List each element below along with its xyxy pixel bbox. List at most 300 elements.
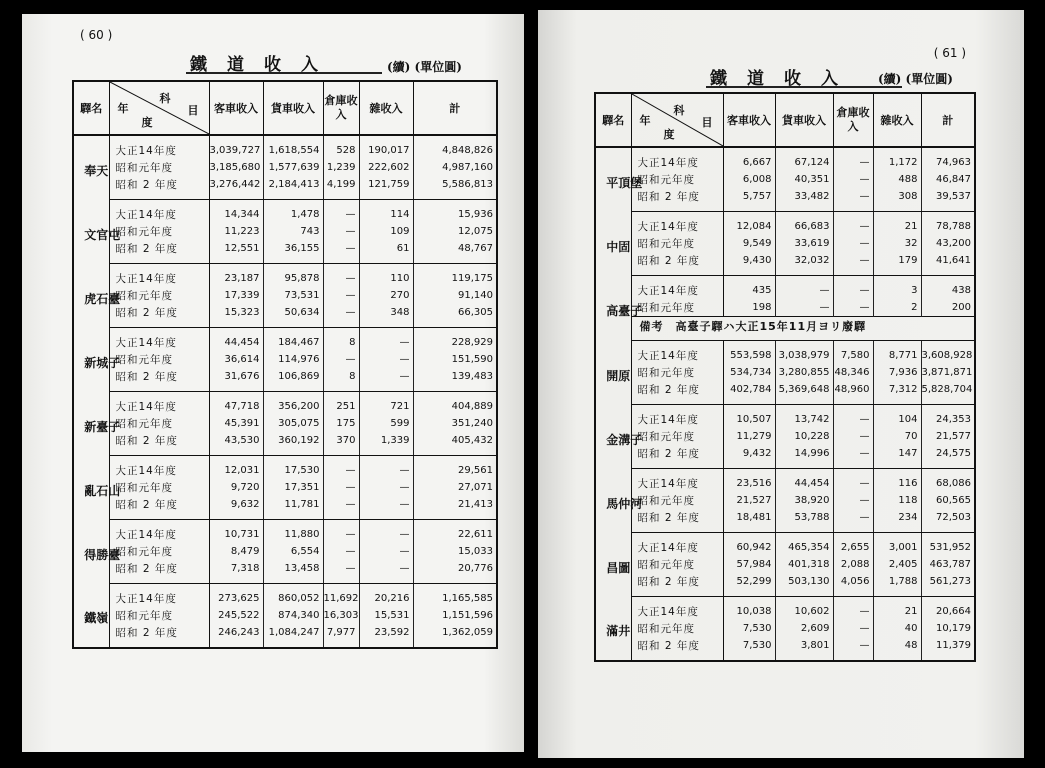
year-cell: 大正14年度: [631, 597, 723, 621]
warehouse-cell: —: [833, 235, 873, 252]
total-cell: 68,086: [936, 478, 971, 489]
table-row: [73, 624, 497, 648]
station-group: [73, 456, 497, 520]
passenger-cell: 47,718: [209, 392, 263, 416]
total-cell: 200: [951, 302, 971, 313]
misc-cell: —: [359, 520, 413, 544]
passenger-cell: 7,318: [209, 560, 263, 584]
table-row: [595, 171, 975, 188]
freight-cell: 743: [263, 223, 323, 240]
corner-nen: 年: [117, 102, 129, 115]
revenue-table: [594, 92, 976, 662]
year-cell: 昭和元年度: [631, 620, 723, 637]
remark-note: 備考 高臺子驛ハ大正15年11月ヨリ廢驛: [631, 317, 975, 341]
table-row: [595, 509, 975, 533]
freight-cell: 5,369,648: [775, 381, 833, 405]
table-row: [73, 415, 497, 432]
misc-cell: 147: [873, 445, 921, 469]
year-cell: 昭和元年度: [109, 159, 209, 176]
table-row: [73, 496, 497, 520]
header-warehouse: 倉庫收入: [833, 93, 873, 147]
misc-cell: —: [359, 328, 413, 352]
warehouse-cell: —: [323, 496, 359, 520]
station-name: [595, 147, 643, 212]
station-name: [595, 597, 631, 662]
warehouse-cell: —: [833, 405, 873, 429]
station-name-text: 平頂堡: [606, 175, 643, 190]
table-row: [73, 135, 497, 159]
total-cell: 24,353: [936, 414, 971, 425]
passenger-cell: 44,454: [209, 328, 263, 352]
title-underline: [706, 86, 902, 88]
freight-cell: 13,742: [775, 405, 833, 429]
warehouse-cell: —: [833, 188, 873, 212]
misc-cell: —: [359, 456, 413, 480]
passenger-cell: 17,339: [209, 287, 263, 304]
year-cell: 大正14年度: [109, 328, 209, 352]
table-row: [595, 620, 975, 637]
misc-cell: 1,172: [873, 147, 921, 171]
table-row: [73, 368, 497, 392]
misc-cell: 1,339: [359, 432, 413, 456]
freight-cell: 3,280,855: [775, 364, 833, 381]
warehouse-cell: 175: [323, 415, 359, 432]
table-row: [73, 287, 497, 304]
passenger-cell: 12,084: [723, 212, 775, 236]
warehouse-cell: 8: [323, 368, 359, 392]
misc-cell: —: [359, 351, 413, 368]
misc-cell: 109: [359, 223, 413, 240]
freight-cell: 53,788: [775, 509, 833, 533]
station-name: [73, 135, 109, 200]
station-name-text: 鐵嶺: [84, 611, 109, 626]
total-cell: 404,889: [451, 401, 493, 412]
note-row: [595, 317, 975, 341]
freight-cell: 66,683: [775, 212, 833, 236]
warehouse-cell: 1,239: [323, 159, 359, 176]
revenue-table: [72, 80, 498, 649]
station-name-text: 馬仲河: [606, 496, 643, 511]
freight-cell: 67,124: [775, 147, 833, 171]
station-name-text: 開原: [606, 368, 631, 383]
passenger-cell: 7,530: [723, 620, 775, 637]
misc-cell: —: [359, 479, 413, 496]
passenger-cell: 553,598: [723, 341, 775, 365]
station-group: [595, 405, 975, 469]
warehouse-cell: —: [833, 147, 873, 171]
station-name: [595, 276, 643, 341]
passenger-cell: 10,731: [209, 520, 263, 544]
passenger-cell: 435: [723, 276, 775, 300]
passenger-cell: 10,507: [723, 405, 775, 429]
table-row: [73, 159, 497, 176]
total-cell: 5,586,813: [413, 176, 497, 200]
year-cell: 昭和 2 年度: [109, 496, 209, 520]
warehouse-cell: 7,977: [323, 624, 359, 648]
warehouse-cell: —: [833, 171, 873, 188]
passenger-cell: 57,984: [723, 556, 775, 573]
unit-note: (續) (單位圓): [878, 72, 953, 86]
year-cell: 大正14年度: [109, 200, 209, 224]
station-group: [73, 200, 497, 264]
corner-ka: 科: [159, 92, 171, 105]
passenger-cell: 273,625: [209, 584, 263, 608]
total-cell: 1,362,059: [442, 627, 493, 638]
table-row: [73, 560, 497, 584]
misc-cell: 599: [359, 415, 413, 432]
warehouse-cell: —: [833, 299, 873, 317]
misc-cell: 179: [873, 252, 921, 276]
passenger-cell: 23,516: [723, 469, 775, 493]
misc-cell: 1,788: [873, 573, 921, 597]
header-total: 計: [413, 81, 497, 135]
passenger-cell: 36,614: [209, 351, 263, 368]
total-cell: 39,537: [921, 188, 975, 212]
misc-cell: 270: [359, 287, 413, 304]
misc-cell: 222,602: [359, 159, 413, 176]
misc-cell: 15,531: [359, 607, 413, 624]
header-station: 驛名: [73, 81, 109, 135]
year-cell: 昭和 2 年度: [109, 432, 209, 456]
freight-cell: 6,554: [263, 543, 323, 560]
warehouse-cell: —: [323, 223, 359, 240]
header-corner: [631, 93, 723, 147]
total-cell: 3,871,871: [921, 367, 973, 378]
misc-cell: —: [359, 368, 413, 392]
station-group: [595, 212, 975, 276]
year-cell: 昭和元年度: [631, 235, 723, 252]
freight-cell: 95,878: [263, 264, 323, 288]
table-row: [73, 240, 497, 264]
warehouse-cell: —: [323, 351, 359, 368]
passenger-cell: 18,481: [723, 509, 775, 533]
passenger-cell: 23,187: [209, 264, 263, 288]
station-group: [73, 328, 497, 392]
misc-cell: 104: [873, 405, 921, 429]
table-row: [73, 432, 497, 456]
table-row: [73, 351, 497, 368]
total-cell: 139,483: [413, 368, 497, 392]
year-cell: 昭和元年度: [631, 364, 723, 381]
station-name: [73, 200, 121, 264]
passenger-cell: 246,243: [209, 624, 263, 648]
table-row: [595, 492, 975, 509]
year-cell: 昭和 2 年度: [109, 176, 209, 200]
misc-cell: 32: [873, 235, 921, 252]
table-row: [73, 176, 497, 200]
passenger-cell: 45,391: [209, 415, 263, 432]
table-row: [73, 264, 497, 288]
passenger-cell: 12,551: [209, 240, 263, 264]
passenger-cell: 9,632: [209, 496, 263, 520]
year-cell: 大正14年度: [631, 469, 723, 493]
passenger-cell: 3,276,442: [209, 176, 263, 200]
station-group: [595, 533, 975, 597]
year-cell: 昭和元年度: [631, 171, 723, 188]
freight-cell: 1,084,247: [263, 624, 323, 648]
freight-cell: 1,618,554: [263, 135, 323, 159]
misc-cell: 121,759: [359, 176, 413, 200]
freight-cell: 10,602: [775, 597, 833, 621]
total-cell: 21,413: [413, 496, 497, 520]
header-passenger: 客車收入: [209, 81, 263, 135]
right-page: [538, 10, 1024, 758]
total-cell: 12,075: [458, 226, 493, 237]
left-page: [22, 14, 524, 752]
total-cell: 72,503: [921, 509, 975, 533]
table-row: [73, 304, 497, 328]
passenger-cell: 9,720: [209, 479, 263, 496]
station-group: [595, 276, 975, 341]
warehouse-cell: —: [833, 492, 873, 509]
misc-cell: 308: [873, 188, 921, 212]
year-cell: 昭和 2 年度: [631, 509, 723, 533]
freight-cell: 1,577,639: [263, 159, 323, 176]
passenger-cell: 9,432: [723, 445, 775, 469]
warehouse-cell: —: [323, 200, 359, 224]
freight-cell: 33,482: [775, 188, 833, 212]
freight-cell: 11,781: [263, 496, 323, 520]
passenger-cell: 3,039,727: [209, 135, 263, 159]
corner-do: 度: [141, 116, 153, 129]
warehouse-cell: —: [833, 212, 873, 236]
year-cell: 大正14年度: [631, 533, 723, 557]
station-group: [73, 584, 497, 649]
total-cell: 66,305: [413, 304, 497, 328]
total-cell: 531,952: [929, 542, 971, 553]
table-row: [595, 364, 975, 381]
station-name-text: 高臺子: [606, 304, 643, 318]
corner-moku: 目: [701, 116, 713, 129]
year-cell: 大正14年度: [109, 392, 209, 416]
passenger-cell: 11,279: [723, 428, 775, 445]
warehouse-cell: —: [323, 240, 359, 264]
table-row: [73, 456, 497, 480]
year-cell: 昭和元年度: [109, 607, 209, 624]
corner-moku: 目: [187, 104, 199, 117]
warehouse-cell: —: [323, 264, 359, 288]
year-cell: 昭和元年度: [631, 299, 723, 317]
freight-cell: 73,531: [263, 287, 323, 304]
station-name-text: 新臺子: [84, 419, 121, 434]
station-group: [595, 469, 975, 533]
total-cell: 46,847: [936, 174, 971, 185]
passenger-cell: 11,223: [209, 223, 263, 240]
misc-cell: 20,216: [359, 584, 413, 608]
total-cell: 20,776: [413, 560, 497, 584]
station-name: [73, 264, 121, 328]
total-cell: 561,273: [921, 573, 975, 597]
station-group: [73, 264, 497, 328]
year-cell: 昭和 2 年度: [631, 637, 723, 661]
year-cell: 大正14年度: [631, 212, 723, 236]
year-cell: 昭和元年度: [109, 351, 209, 368]
warehouse-cell: —: [833, 469, 873, 493]
warehouse-cell: 8: [323, 328, 359, 352]
corner-nen: 年: [639, 114, 651, 127]
header-corner: [109, 81, 209, 135]
year-cell: 昭和元年度: [109, 415, 209, 432]
warehouse-cell: 48,960: [833, 381, 873, 405]
table-row: [73, 328, 497, 352]
year-cell: 昭和 2 年度: [109, 560, 209, 584]
misc-cell: 7,312: [873, 381, 921, 405]
warehouse-cell: —: [323, 560, 359, 584]
misc-cell: 190,017: [359, 135, 413, 159]
warehouse-cell: —: [833, 445, 873, 469]
table-row: [73, 200, 497, 224]
table-row: [595, 445, 975, 469]
warehouse-cell: —: [833, 252, 873, 276]
warehouse-cell: 7,580: [833, 341, 873, 365]
year-cell: 大正14年度: [631, 341, 723, 365]
year-cell: 昭和 2 年度: [109, 368, 209, 392]
freight-cell: 356,200: [263, 392, 323, 416]
freight-cell: 114,976: [263, 351, 323, 368]
freight-cell: 401,318: [775, 556, 833, 573]
table-row: [595, 252, 975, 276]
freight-cell: 33,619: [775, 235, 833, 252]
station-group: [73, 135, 497, 200]
misc-cell: 61: [359, 240, 413, 264]
table-row: [595, 235, 975, 252]
passenger-cell: 10,038: [723, 597, 775, 621]
year-cell: 大正14年度: [631, 405, 723, 429]
freight-cell: 106,869: [263, 368, 323, 392]
freight-cell: 1,478: [263, 200, 323, 224]
station-name: [73, 328, 121, 392]
station-name-text: 文官屯: [84, 227, 121, 242]
misc-cell: 348: [359, 304, 413, 328]
total-cell: 3,608,928: [921, 350, 973, 361]
passenger-cell: 402,784: [723, 381, 775, 405]
warehouse-cell: —: [323, 304, 359, 328]
misc-cell: 3: [873, 276, 921, 300]
year-cell: 大正14年度: [109, 135, 209, 159]
station-name: [595, 341, 631, 405]
passenger-cell: 43,530: [209, 432, 263, 456]
misc-cell: 2,405: [873, 556, 921, 573]
year-cell: 大正14年度: [109, 456, 209, 480]
table-row: [73, 543, 497, 560]
total-cell: 119,175: [451, 273, 493, 284]
warehouse-cell: —: [833, 597, 873, 621]
passenger-cell: 9,430: [723, 252, 775, 276]
misc-cell: —: [359, 560, 413, 584]
warehouse-cell: —: [323, 479, 359, 496]
freight-cell: 17,351: [263, 479, 323, 496]
station-name-text: 金溝子: [606, 432, 643, 447]
misc-cell: 114: [359, 200, 413, 224]
warehouse-cell: 370: [323, 432, 359, 456]
page-title: 鐵道收入: [190, 55, 338, 75]
corner-do: 度: [663, 128, 675, 141]
table-row: [73, 584, 497, 608]
table-row: [595, 556, 975, 573]
warehouse-cell: 4,056: [833, 573, 873, 597]
passenger-cell: 14,344: [209, 200, 263, 224]
misc-cell: 7,936: [873, 364, 921, 381]
total-cell: 351,240: [451, 418, 493, 429]
passenger-cell: 5,757: [723, 188, 775, 212]
total-cell: 27,071: [458, 482, 493, 493]
year-cell: 大正14年度: [109, 584, 209, 608]
total-cell: 74,963: [936, 157, 971, 168]
misc-cell: 488: [873, 171, 921, 188]
warehouse-cell: 528: [323, 135, 359, 159]
year-cell: 昭和 2 年度: [631, 188, 723, 212]
header-station: 驛名: [595, 93, 631, 147]
station-group: [595, 341, 975, 405]
warehouse-cell: —: [833, 620, 873, 637]
year-cell: 昭和元年度: [631, 492, 723, 509]
table-row: [595, 299, 975, 317]
year-cell: 昭和元年度: [109, 287, 209, 304]
freight-cell: —: [775, 299, 833, 317]
warehouse-cell: 48,346: [833, 364, 873, 381]
book-gutter: [524, 0, 538, 768]
table-row: [595, 533, 975, 557]
station-name-text: 虎石臺: [84, 291, 121, 306]
misc-cell: 40: [873, 620, 921, 637]
table-row: [595, 147, 975, 171]
warehouse-cell: —: [833, 428, 873, 445]
total-cell: 438: [951, 285, 971, 296]
table-row: [595, 573, 975, 597]
table-row: [595, 188, 975, 212]
table-row: [595, 341, 975, 365]
header-misc: 雜收入: [873, 93, 921, 147]
header-total: 計: [921, 93, 975, 147]
passenger-cell: 52,299: [723, 573, 775, 597]
freight-cell: 874,340: [263, 607, 323, 624]
total-cell: 41,641: [921, 252, 975, 276]
year-cell: 大正14年度: [631, 147, 723, 171]
misc-cell: 234: [873, 509, 921, 533]
year-cell: 昭和 2 年度: [109, 624, 209, 648]
table-row: [595, 428, 975, 445]
total-cell: 43,200: [936, 238, 971, 249]
freight-cell: 50,634: [263, 304, 323, 328]
freight-cell: 184,467: [263, 328, 323, 352]
freight-cell: 13,458: [263, 560, 323, 584]
page-title: 鐵道收入: [710, 69, 858, 89]
year-cell: 昭和 2 年度: [631, 252, 723, 276]
warehouse-cell: —: [833, 637, 873, 661]
year-cell: 昭和 2 年度: [109, 240, 209, 264]
header-misc: 雜收入: [359, 81, 413, 135]
passenger-cell: 12,031: [209, 456, 263, 480]
year-cell: 昭和元年度: [109, 223, 209, 240]
total-cell: 15,936: [458, 209, 493, 220]
passenger-cell: 198: [723, 299, 775, 317]
header-warehouse: 倉庫收入: [323, 81, 359, 135]
passenger-cell: 60,942: [723, 533, 775, 557]
passenger-cell: 21,527: [723, 492, 775, 509]
misc-cell: 3,001: [873, 533, 921, 557]
misc-cell: 70: [873, 428, 921, 445]
station-name-text: 亂石山: [84, 483, 121, 498]
table-row: [73, 479, 497, 496]
header-passenger: 客車收入: [723, 93, 775, 147]
passenger-cell: 534,734: [723, 364, 775, 381]
table-row: [595, 381, 975, 405]
misc-cell: 2: [873, 299, 921, 317]
station-group: [73, 520, 497, 584]
warehouse-cell: —: [323, 520, 359, 544]
freight-cell: 40,351: [775, 171, 833, 188]
warehouse-cell: 16,303: [323, 607, 359, 624]
